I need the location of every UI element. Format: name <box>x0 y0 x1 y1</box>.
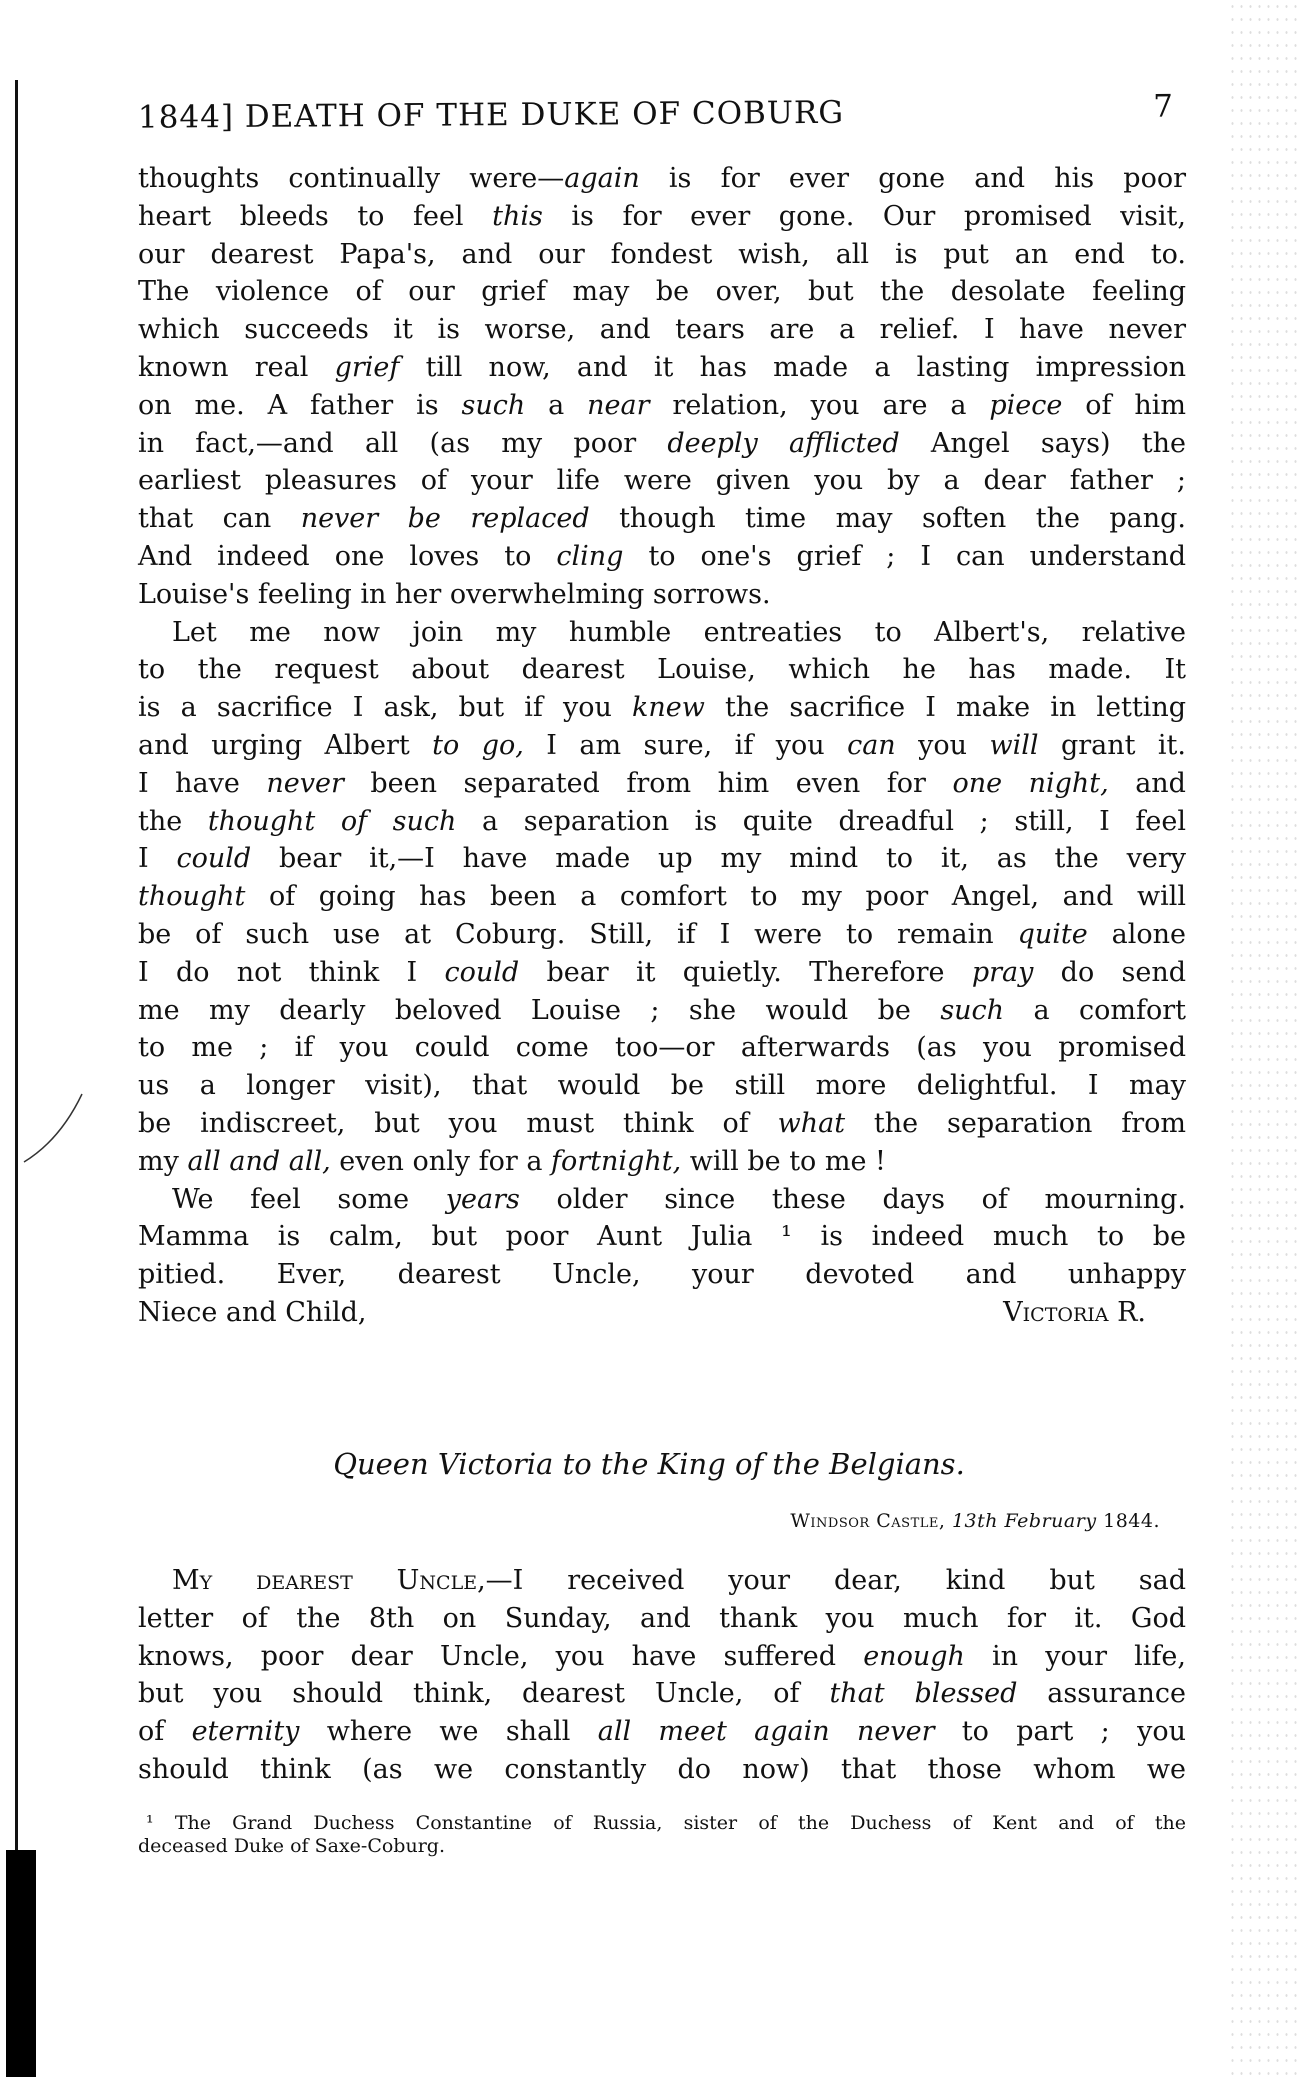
text-line <box>138 727 1186 765</box>
text: I do not think I <box>138 956 445 988</box>
italic-text: all and all, <box>187 1145 331 1177</box>
text: where we shall <box>299 1716 598 1748</box>
text: I <box>138 843 177 875</box>
text: a comfort <box>1004 994 1186 1026</box>
text-line <box>138 614 1186 652</box>
closing: Niece and Child, <box>138 1296 367 1328</box>
text: of him <box>1062 389 1186 421</box>
text: to me ; if you could come too—or afterwards (as you promised <box>138 1032 1186 1064</box>
text: though time may soften the pang. <box>589 503 1187 535</box>
italic-text: this <box>492 200 543 232</box>
text: be of such use at Coburg. Still, if I were to remain <box>138 918 1018 950</box>
text: relation, you are a <box>649 389 990 421</box>
binding-edge-bar <box>6 1850 36 2077</box>
text: in your life, <box>964 1640 1186 1672</box>
text: bear it quietly. Therefore <box>519 956 972 988</box>
italic-text: enough <box>863 1640 965 1672</box>
text: to part ; you <box>934 1716 1186 1748</box>
italic-text: such <box>461 389 526 421</box>
italic-text: never <box>266 767 344 799</box>
text-line <box>138 538 1186 576</box>
text: should think (as we constantly do now) that those whom we <box>138 1753 1186 1785</box>
text: you <box>895 729 990 761</box>
text: will be to me ! <box>681 1145 886 1177</box>
text: thoughts continually were— <box>138 163 565 194</box>
text-line <box>138 1600 1186 1638</box>
italic-text: could <box>176 843 252 875</box>
text-line <box>138 462 1186 500</box>
text: The violence of our grief may be over, but the desolate feeling <box>138 276 1186 308</box>
text: Angel says) the <box>899 427 1186 459</box>
binding-edge-line <box>15 80 18 1860</box>
text: —I received your dear, kind but sad <box>485 1565 1186 1596</box>
text: bear it,—I have made up my mind to it, as the very <box>251 843 1186 875</box>
text-line <box>138 425 1186 463</box>
text-line <box>138 840 1186 878</box>
italic-text: never be replaced <box>300 503 590 535</box>
italic-text: cling <box>556 540 624 572</box>
text: my <box>138 1145 188 1177</box>
italic-text: can <box>847 729 896 761</box>
letter-2-body <box>138 1562 1186 1789</box>
text: is a sacrifice I ask, but if you <box>138 692 633 724</box>
letter-2-heading: Queen Victoria to the King of the Belgians. <box>333 1447 965 1481</box>
text-line <box>138 311 1186 349</box>
text: heart bleeds to feel <box>138 200 493 232</box>
italic-text: knew <box>632 692 705 724</box>
text: Let me now join my humble entreaties to Albert's, relative <box>172 616 1186 648</box>
text: a separation is quite dreadful ; still, I feel <box>456 805 1186 837</box>
dateline-date: 13th February <box>951 1510 1097 1532</box>
text-line <box>138 878 1186 916</box>
text: I am sure, if you <box>523 729 848 761</box>
italic-text: pray <box>971 956 1034 988</box>
italic-text: such <box>940 994 1005 1026</box>
text: in fact,—and all (as my poor <box>138 427 668 459</box>
text: me my dearly beloved Louise ; she would be <box>138 994 941 1026</box>
text: knows, poor dear Uncle, you have suffered <box>138 1640 864 1672</box>
italic-text: thought <box>138 881 246 913</box>
text: is for ever gone. Our promised visit, <box>542 200 1186 232</box>
text: our dearest Papa's, and our fondest wish, all is put an end to. <box>138 238 1186 270</box>
italic-text: near <box>587 389 650 421</box>
dateline-place: Windsor Castle, <box>790 1510 952 1532</box>
italic-text: grief <box>334 351 400 383</box>
text-line <box>138 1105 1186 1143</box>
text: alone <box>1087 918 1186 950</box>
text: older since these days of mourning. <box>519 1183 1186 1215</box>
text-line <box>138 1256 1186 1294</box>
text: Louise's feeling in her overwhelming sorrows. <box>138 578 771 610</box>
text-line <box>138 198 1186 236</box>
italic-text: one night, <box>952 767 1109 799</box>
text-line <box>138 954 1186 992</box>
text-line <box>138 349 1186 387</box>
italic-text: will <box>989 729 1039 761</box>
page-number: 7 <box>1153 88 1175 125</box>
text-line <box>138 803 1186 841</box>
running-title: 1844] DEATH OF THE DUKE OF COBURG <box>137 94 845 136</box>
text: a <box>525 389 588 421</box>
text-line <box>138 1638 1186 1676</box>
text-line <box>138 689 1186 727</box>
text: do send <box>1033 956 1186 988</box>
text: and urging Albert <box>138 729 433 761</box>
dateline-year: 1844. <box>1096 1510 1160 1532</box>
dateline <box>790 1510 1160 1532</box>
text: Mamma is calm, but poor Aunt Julia ¹ is indeed much to be <box>138 1221 1186 1253</box>
text-line <box>138 387 1186 425</box>
italic-text: again <box>564 163 640 194</box>
text-line <box>138 1067 1186 1105</box>
italic-text: piece <box>989 389 1063 421</box>
text-line <box>138 1181 1186 1219</box>
text: of going has been a comfort to my poor Angel, and will <box>245 881 1186 913</box>
text: the separation from <box>845 1107 1186 1139</box>
text-line <box>138 273 1186 311</box>
footnote <box>138 1812 1186 1858</box>
text: assurance <box>1017 1678 1187 1710</box>
text-line <box>138 992 1186 1030</box>
pencil-mark <box>20 1090 90 1170</box>
footnote-line: deceased Duke of Saxe-Coburg. <box>138 1835 445 1857</box>
scan-noise <box>1228 0 1298 2077</box>
text-line <box>138 236 1186 274</box>
text-line <box>138 1751 1186 1789</box>
text-line <box>138 576 1186 614</box>
text: but you should think, dearest Uncle, of <box>138 1678 830 1710</box>
text-line <box>138 1143 1186 1181</box>
text: And indeed one loves to <box>138 540 557 572</box>
text: even only for a <box>330 1145 552 1177</box>
italic-text: could <box>444 956 520 988</box>
text: of <box>138 1716 192 1748</box>
italic-text: years <box>445 1183 520 1215</box>
text: to the request about dearest Louise, which he has made. It <box>138 654 1186 686</box>
text-line <box>138 916 1186 954</box>
text-line <box>138 651 1186 689</box>
text: known real <box>138 351 335 383</box>
text: We feel some <box>172 1183 446 1215</box>
text: on me. A father is <box>138 389 462 421</box>
text: which succeeds it is worse, and tears are a relief. I have never <box>138 314 1186 346</box>
text: been separated from him even for <box>343 767 953 799</box>
text: the sacrifice I make in letting <box>704 692 1186 724</box>
text: us a longer visit), that would be still more delightful. I may <box>138 1070 1186 1102</box>
text: the <box>138 805 208 837</box>
text: and <box>1108 767 1186 799</box>
text: till now, and it has made a lasting impression <box>399 351 1186 383</box>
italic-text: deeply afflicted <box>667 427 900 459</box>
italic-text: eternity <box>191 1716 300 1748</box>
italic-text: that blessed <box>829 1678 1018 1710</box>
text: to one's grief ; I can understand <box>623 540 1186 572</box>
letter-1-body <box>138 160 1186 1332</box>
text-line <box>138 1218 1186 1256</box>
text: earliest pleasures of your life were given you by a dear father ; <box>138 465 1186 497</box>
italic-text: fortnight, <box>551 1145 682 1177</box>
footnote-line: ¹ The Grand Duchess Constantine of Russia, sister of the Duchess of Kent and of the <box>146 1812 1186 1834</box>
text-line <box>138 160 1186 198</box>
text: grant it. <box>1038 729 1186 761</box>
italic-text: all meet again never <box>597 1716 935 1748</box>
text: I have <box>138 767 267 799</box>
text: letter of the 8th on Sunday, and thank you much for it. God <box>138 1602 1186 1634</box>
italic-text: thought of such <box>207 805 457 837</box>
text-line <box>138 500 1186 538</box>
text: is for ever gone and his poor <box>639 163 1186 194</box>
text-line <box>138 1675 1186 1713</box>
text: pitied. Ever, dearest Uncle, your devoted and unhappy <box>138 1259 1186 1291</box>
closing-line <box>138 1294 1186 1332</box>
text-line <box>138 1713 1186 1751</box>
italic-text: to go, <box>432 729 524 761</box>
text-line <box>138 765 1186 803</box>
signature: Victoria R. <box>1003 1296 1146 1328</box>
running-header <box>137 88 1186 143</box>
text-line <box>138 1029 1186 1067</box>
text: be indiscreet, but you must think of <box>138 1107 778 1139</box>
text: that can <box>138 503 301 535</box>
italic-text: quite <box>1017 918 1088 950</box>
italic-text: what <box>777 1107 846 1139</box>
text-line <box>138 1562 1186 1600</box>
salutation: My dearest Uncle, <box>172 1565 486 1596</box>
